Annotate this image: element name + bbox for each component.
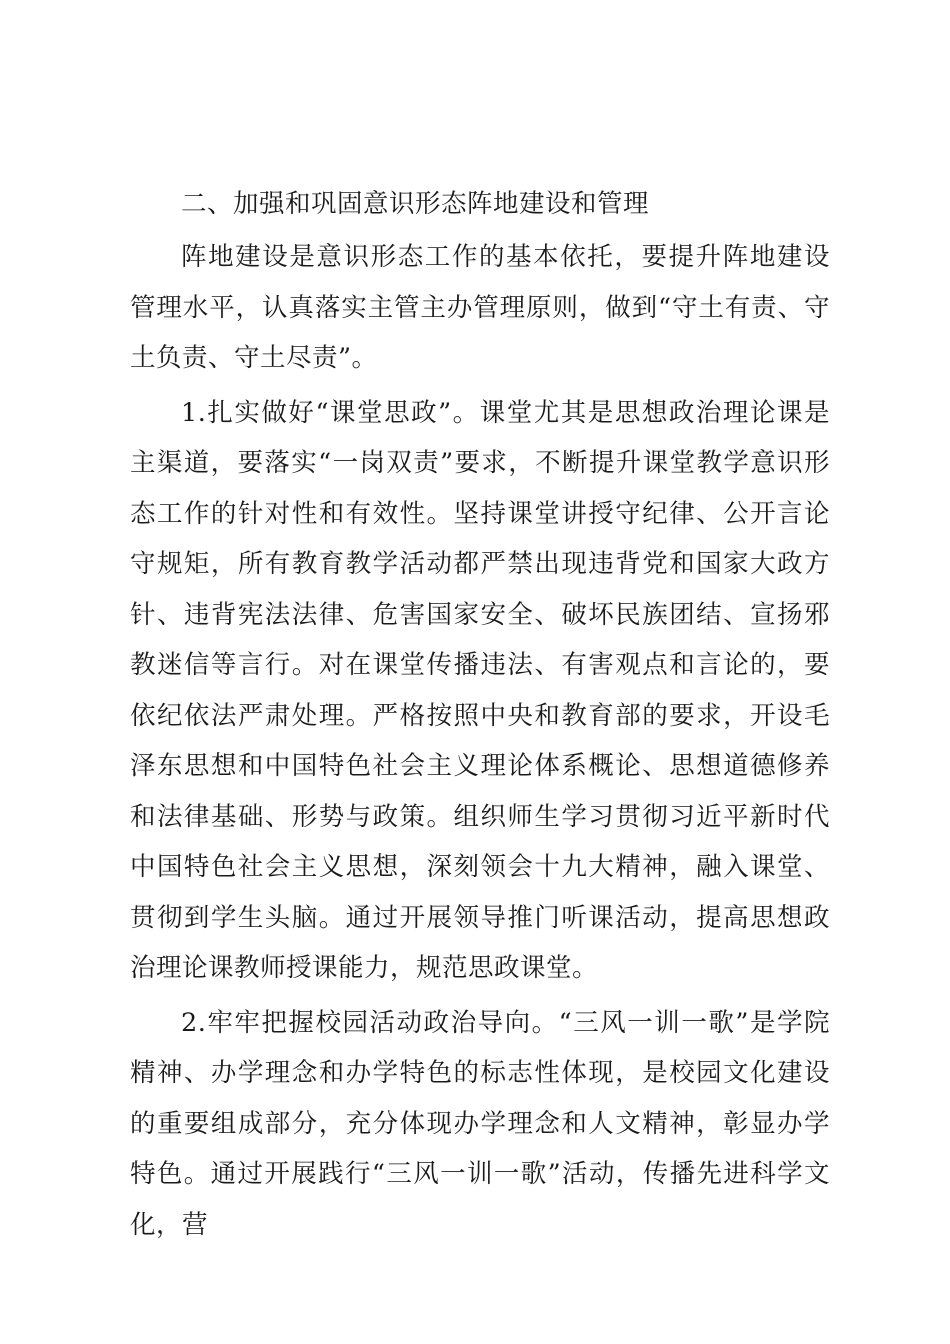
section-heading: 二、加强和巩固意识形态阵地建设和管理 <box>181 189 650 219</box>
paragraph-item-1: 1.扎实做好“课堂思政”。课堂尤其是思想政治理论课是主渠道，要落实“一岗双责”要求，不断提升课堂教学意识形态工作的针对性和有效性。坚持课堂讲授守纪律、公开言论守规矩，所有教育教学活动都严禁出现违背党和国家大政方针、违背宪法法律、危害国家安全、破坏民族团结、宣扬邪教迷信等言行。对在课堂传播违法、有害观点和言论的，要依纪依法严肃处理。严格按照中央和教育部的要求，开设毛泽东思想和中国特色社会主义理论体系概论、思想道德修养和法律基础、形势与政策。组织师生学习贯彻习近平新时代中国特色社会主义思想，深刻领会十九大精神，融入课堂、贯彻到学生头脑。通过开展领导推门听课活动，提高思想政治理论课教师授课能力，规范思政课堂。 <box>130 397 830 983</box>
paragraph-intro: 阵地建设是意识形态工作的基本依托，要提升阵地建设管理水平，认真落实主管主办管理原则，做到“守土有责、守土负责、守土尽责”。 <box>130 242 830 373</box>
paragraph-item-2: 2.牢牢把握校园活动政治导向。“三风一训一歌”是学院精神、办学理念和办学特色的标志性体现，是校园文化建设的重要组成部分，充分体现办学理念和人文精神，彰显办学特色。通过开展践行“三风一训一歌”活动，传播先进科学文化，营 <box>130 1007 830 1240</box>
document-body <box>130 186 830 1250</box>
